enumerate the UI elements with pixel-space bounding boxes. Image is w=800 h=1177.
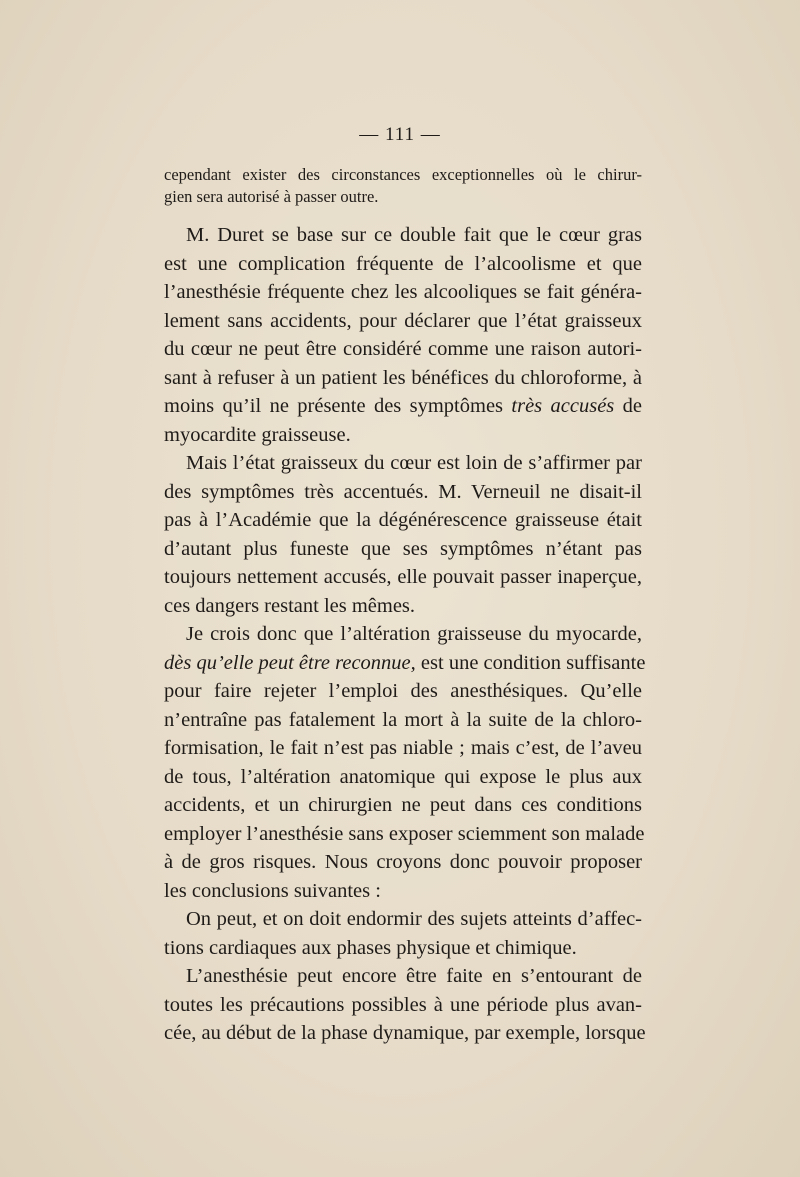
paragraph — [164, 221, 642, 449]
text-line: des symptômes très accentués. M. Verneuil ne disait-il — [164, 480, 642, 503]
text-line: pas à l’Académie que la dégénérescence graisseuse était — [164, 509, 642, 531]
paragraph — [164, 905, 642, 962]
text-line: On peut, et on doit endormir des sujets atteints d’affec- — [186, 908, 642, 930]
text-line: myocardite graisseuse. — [164, 423, 351, 446]
text-line: l’anesthésie fréquente chez les alcooliques se fait généra- — [164, 281, 642, 303]
text-line: du cœur ne peut être considéré comme une raison autori- — [164, 338, 642, 360]
text-line: tions cardiaques aux phases physique et chimique. — [164, 936, 577, 959]
text-line: formisation, le fait n’est pas niable ; mais c’est, de l’aveu — [164, 737, 642, 759]
text-line: accidents, et un chirurgien ne peut dans ces conditions — [164, 794, 642, 816]
text-line: M. Duret se base sur ce double fait que le cœur gras — [186, 224, 642, 246]
paragraph — [164, 449, 642, 620]
text-line: pour faire rejeter l’emploi des anesthésiques. Qu’elle — [164, 680, 642, 702]
main-text — [164, 221, 646, 1048]
text-line: cependant exister des circonstances exceptionnelles où le chirur- — [164, 165, 642, 184]
text-line: n’entraîne pas fatalement la mort à la suite de la chloro- — [164, 708, 642, 731]
emphasis-text: très accusés — [511, 395, 615, 417]
paragraph — [164, 620, 646, 905]
emphasis-text: dès qu’elle peut être reconnue, — [164, 651, 416, 674]
text-line: toutes les précautions possibles à une période plus avan- — [164, 993, 642, 1016]
text-line: L’anesthésie peut encore être faite en s’entourant de — [186, 965, 642, 987]
text-line: d’autant plus funeste que ses symptômes n’étant pas — [164, 537, 642, 560]
paragraph — [164, 962, 646, 1048]
text-line: toujours nettement accusés, elle pouvait passer inaperçue, — [164, 566, 642, 588]
text-line: moins qu’il ne présente des symptômes très accusés de — [164, 395, 642, 417]
text-line: Je crois donc que l’altération graisseuse du myocarde, — [186, 623, 642, 645]
page-number: — 111 — — [359, 124, 441, 145]
text-line: de tous, l’altération anatomique qui expose le plus aux — [164, 765, 642, 788]
intro-text — [164, 164, 642, 208]
text-line: les conclusions suivantes : — [164, 879, 381, 902]
text-line: sant à refuser à un patient les bénéfices du chloroforme, à — [164, 366, 642, 389]
text-line: cée, au début de la phase dynamique, par exemple, lorsque — [164, 1022, 646, 1044]
text-line: ces dangers restant les mêmes. — [164, 594, 416, 617]
text-line: lement sans accidents, pour déclarer que l’état graisseux — [164, 309, 642, 332]
text-line: à de gros risques. Nous croyons donc pouvoir proposer — [164, 851, 642, 873]
text-line: Mais l’état graisseux du cœur est loin de s’affirmer par — [186, 452, 642, 474]
text-line: gien sera autorisé à passer outre. — [164, 187, 379, 206]
text-line: dès qu’elle peut être reconnue, est une condition suffisante — [164, 651, 646, 674]
text-line: employer l’anesthésie sans exposer sciemment son malade — [164, 822, 645, 845]
text-line: est une complication fréquente de l’alcoolisme et que — [164, 252, 642, 275]
